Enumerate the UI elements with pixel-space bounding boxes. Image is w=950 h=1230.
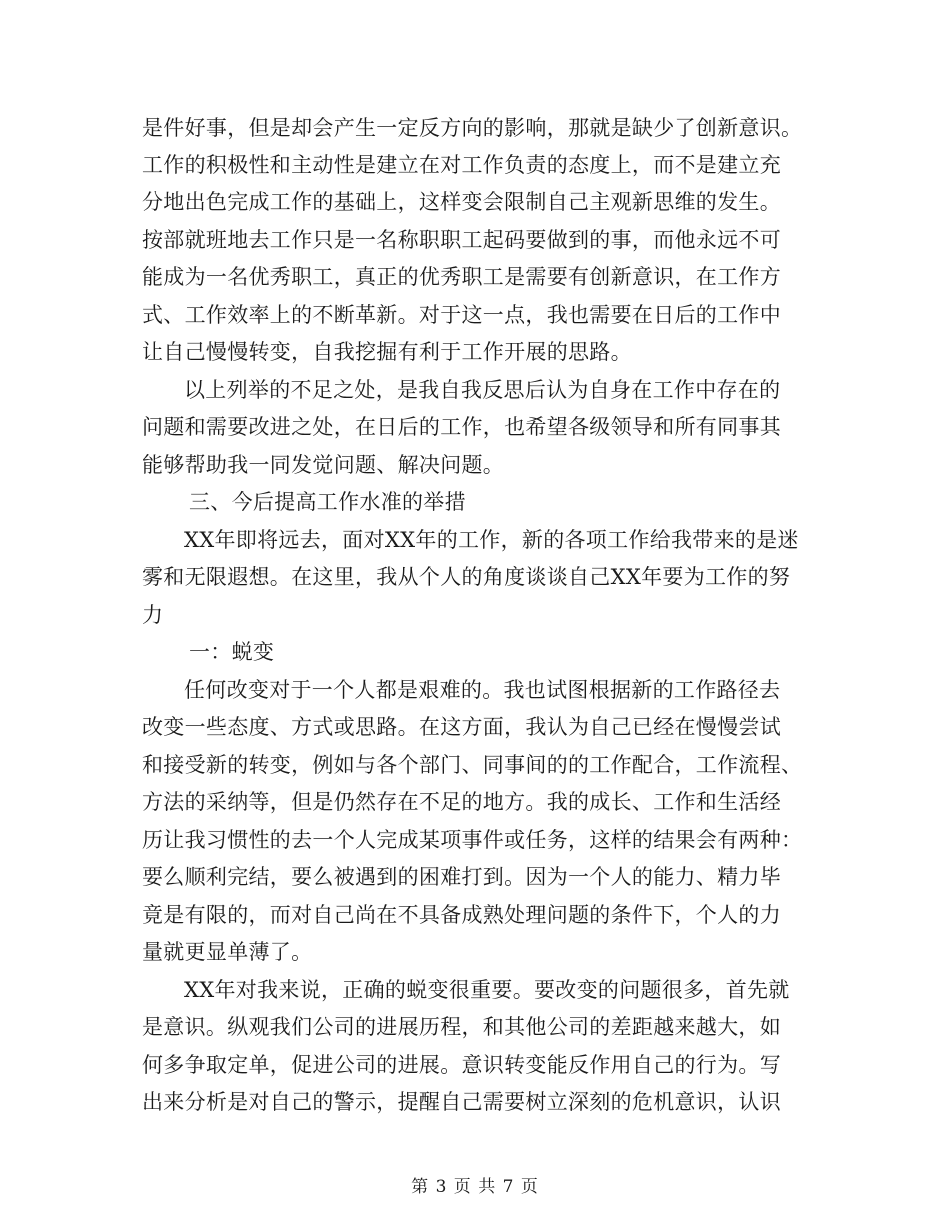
body-text-line: 方法的采纳等，但是仍然存在不足的地方。我的成长、工作和生活经 — [142, 790, 781, 814]
body-text-line: 能够帮助我一同发觉问题、解决问题。 — [142, 453, 505, 477]
body-text-line: 改变一些态度、方式或思路。在这方面，我认为自己已经在慢慢尝试 — [142, 715, 781, 739]
body-text-line: 是意识。纵观我们公司的进展历程，和其他公司的差距越来越大，如 — [142, 1015, 781, 1039]
body-text-line: 任何改变对于一个人都是艰难的。我也试图根据新的工作路径去 — [184, 678, 781, 702]
body-text-line: 竟是有限的，而对自己尚在不具备成熟处理问题的条件下，个人的力 — [142, 903, 781, 927]
body-text-line: 和接受新的转变，例如与各个部门、同事间的的工作配合，工作流程、 — [142, 753, 803, 777]
section-heading: 三、今后提高工作水准的举措 — [189, 490, 466, 514]
body-text-line: 式、工作效率上的不断革新。对于这一点，我也需要在日后的工作中 — [142, 303, 781, 327]
body-text-line: 按部就班地去工作只是一名称职职工起码要做到的事，而他永远不可 — [142, 228, 781, 252]
body-text-line: 问题和需要改进之处，在日后的工作，也希望各级领导和所有同事其 — [142, 415, 781, 439]
body-text-line: 力 — [142, 603, 164, 627]
body-text-line: 分地出色完成工作的基础上，这样变会限制自己主观新思维的发生。 — [142, 190, 781, 214]
body-text-line: 要么顺利完结，要么被遇到的困难打到。因为一个人的能力、精力毕 — [142, 865, 781, 889]
body-text-line: 何多争取定单，促进公司的进展。意识转变能反作用自己的行为。写 — [142, 1053, 781, 1077]
body-text-line: 雾和无限遐想。在这里，我从个人的角度谈谈自己XX年要为工作的努 — [142, 565, 791, 589]
body-text-line: XX年即将远去，面对XX年的工作，新的各项工作给我带来的是迷 — [184, 528, 799, 552]
page-number-footer: 第 3 页 共 7 页 — [411, 1177, 539, 1197]
body-text-line: XX年对我来说，正确的蜕变很重要。要改变的问题很多，首先就 — [184, 978, 790, 1002]
body-text-line: 工作的积极性和主动性是建立在对工作负责的态度上，而不是建立充 — [142, 153, 781, 177]
body-text-line: 出来分析是对自己的警示，提醒自己需要树立深刻的危机意识，认识 — [142, 1090, 781, 1114]
body-text-line: 量就更显单薄了。 — [142, 940, 313, 964]
body-text-line: 让自己慢慢转变，自我挖掘有利于工作开展的思路。 — [142, 340, 632, 364]
body-text-line: 能成为一名优秀职工，真正的优秀职工是需要有创新意识，在工作方 — [142, 265, 781, 289]
subsection-heading: 一：蜕变 — [189, 640, 275, 664]
body-text-line: 以上列举的不足之处，是我自我反思后认为自身在工作中存在的 — [184, 378, 781, 402]
body-text-line: 是件好事，但是却会产生一定反方向的影响，那就是缺少了创新意识。 — [142, 116, 803, 140]
body-text-line: 历让我习惯性的去一个人完成某项事件或任务，这样的结果会有两种： — [142, 828, 803, 852]
